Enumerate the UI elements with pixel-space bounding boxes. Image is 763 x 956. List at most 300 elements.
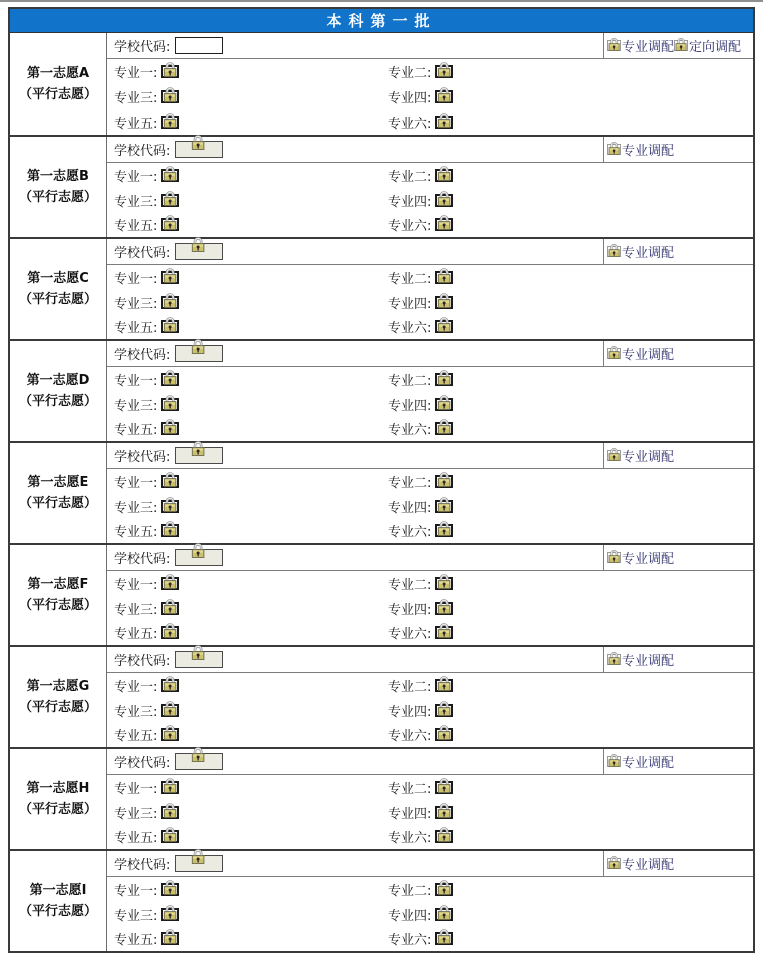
volunteer-section-B xyxy=(10,135,753,237)
major-row-3 xyxy=(107,110,753,135)
lock-icon xyxy=(190,236,206,252)
lock-icon xyxy=(190,746,206,762)
major-field-2 xyxy=(388,370,453,389)
major-field-3 xyxy=(114,293,388,312)
major-label: 专业五: xyxy=(114,525,158,541)
volunteer-section-H xyxy=(10,747,753,849)
major-field-5 xyxy=(114,929,388,948)
lock-icon xyxy=(162,520,178,536)
lock-icon xyxy=(436,316,452,332)
locked-major-input xyxy=(161,296,179,309)
major-field-1 xyxy=(114,880,388,899)
locked-major-input xyxy=(435,194,453,207)
major-allocate-option xyxy=(607,854,674,873)
school-code-input-wrap xyxy=(175,243,223,260)
school-code-row xyxy=(107,443,753,469)
allocation-label: 专业调配 xyxy=(622,756,675,771)
lock-icon xyxy=(162,928,178,944)
allocation-cell xyxy=(603,443,753,468)
section-content xyxy=(107,443,753,543)
major-row-1 xyxy=(107,163,753,188)
lock-icon xyxy=(436,879,452,895)
lock-icon xyxy=(162,879,178,895)
major-label: 专业四: xyxy=(388,296,432,312)
locked-major-input xyxy=(435,883,453,896)
major-row-1 xyxy=(107,367,753,392)
major-label: 专业五: xyxy=(114,321,158,337)
lock-icon xyxy=(162,675,178,691)
allocation-label: 专业调配 xyxy=(622,246,675,261)
school-code-cell xyxy=(107,137,603,162)
lock-icon xyxy=(436,904,452,920)
major-field-3 xyxy=(114,191,388,210)
locked-major-input xyxy=(161,577,179,590)
locked-major-input xyxy=(435,524,453,537)
major-label: 专业四: xyxy=(388,806,432,822)
lock-icon xyxy=(162,496,178,512)
allocation-cell xyxy=(603,545,753,570)
section-name: 第一志愿H xyxy=(26,781,90,796)
major-field-2 xyxy=(388,574,453,593)
lock-icon xyxy=(162,316,178,332)
volunteer-section-G xyxy=(10,645,753,747)
school-code-input-wrap xyxy=(175,447,223,464)
major-field-1 xyxy=(114,676,388,695)
major-field-6 xyxy=(388,419,453,438)
lock-icon xyxy=(162,777,178,793)
major-label: 专业三: xyxy=(114,296,158,312)
locked-major-input xyxy=(161,320,179,333)
major-field-6 xyxy=(388,521,453,540)
major-label: 专业四: xyxy=(388,908,432,924)
lock-icon xyxy=(436,496,452,512)
locked-major-input xyxy=(161,830,179,843)
volunteer-section-F xyxy=(10,543,753,645)
locked-major-input xyxy=(435,373,453,386)
locked-checkbox xyxy=(607,144,621,155)
lock-icon xyxy=(162,826,178,842)
major-field-1 xyxy=(114,268,388,287)
lock-icon xyxy=(436,520,452,536)
major-label: 专业三: xyxy=(114,704,158,720)
major-row-2 xyxy=(107,290,753,315)
lock-icon xyxy=(436,675,452,691)
major-field-5 xyxy=(114,113,388,132)
major-row-2 xyxy=(107,698,753,723)
major-field-3 xyxy=(114,395,388,414)
major-label: 专业二: xyxy=(388,883,432,899)
school-code-cell xyxy=(107,341,603,366)
school-code-cell xyxy=(107,647,603,672)
major-label: 专业六: xyxy=(388,116,432,132)
lock-icon xyxy=(436,573,452,589)
major-label: 专业一: xyxy=(114,475,158,491)
major-field-3 xyxy=(114,599,388,618)
major-label: 专业二: xyxy=(388,373,432,389)
locked-major-input xyxy=(161,116,179,129)
major-label: 专业五: xyxy=(114,831,158,847)
section-subtitle: （平行志愿） xyxy=(18,700,97,715)
major-field-6 xyxy=(388,215,453,234)
lock-icon xyxy=(436,165,452,181)
directed-allocate-option xyxy=(674,36,741,55)
lock-icon xyxy=(436,700,452,716)
major-label: 专业四: xyxy=(388,91,432,107)
major-field-6 xyxy=(388,623,453,642)
section-subtitle: （平行志愿） xyxy=(18,87,97,102)
major-field-5 xyxy=(114,215,388,234)
major-row-2 xyxy=(107,188,753,213)
locked-major-input xyxy=(435,320,453,333)
major-field-3 xyxy=(114,497,388,516)
major-field-4 xyxy=(388,293,453,312)
school-code-cell xyxy=(107,443,603,468)
lock-icon xyxy=(162,267,178,283)
major-field-4 xyxy=(388,395,453,414)
school-code-label: 学校代码: xyxy=(114,654,171,669)
major-field-4 xyxy=(388,191,453,210)
major-allocate-option xyxy=(607,752,674,771)
lock-icon xyxy=(162,724,178,740)
section-label-cell xyxy=(10,545,107,645)
major-label: 专业六: xyxy=(388,831,432,847)
school-code-row xyxy=(107,749,753,775)
school-code-input-wrap xyxy=(175,753,223,770)
school-code-label: 学校代码: xyxy=(114,552,171,567)
school-code-label: 学校代码: xyxy=(114,450,171,465)
major-field-1 xyxy=(114,574,388,593)
allocation-label: 专业调配 xyxy=(622,40,675,55)
major-allocate-option xyxy=(607,548,674,567)
major-label: 专业六: xyxy=(388,627,432,643)
locked-major-input xyxy=(435,116,453,129)
allocation-label: 专业调配 xyxy=(622,144,675,159)
lock-icon xyxy=(436,112,452,128)
lock-icon xyxy=(436,622,452,638)
locked-major-input xyxy=(161,704,179,717)
major-label: 专业六: xyxy=(388,219,432,235)
section-content xyxy=(107,749,753,849)
lock-icon xyxy=(162,61,178,77)
locked-major-input xyxy=(161,679,179,692)
locked-major-input xyxy=(161,908,179,921)
major-label: 专业六: xyxy=(388,729,432,745)
major-label: 专业二: xyxy=(388,781,432,797)
major-label: 专业二: xyxy=(388,169,432,185)
section-name: 第一志愿G xyxy=(26,679,90,694)
locked-major-input xyxy=(435,398,453,411)
section-subtitle: （平行志愿） xyxy=(18,394,97,409)
volunteer-section-A xyxy=(10,33,753,135)
lock-icon xyxy=(607,37,621,51)
major-label: 专业三: xyxy=(114,602,158,618)
section-label-cell xyxy=(10,341,107,441)
lock-icon xyxy=(436,802,452,818)
school-code-input-wrap xyxy=(175,37,223,54)
school-code-row xyxy=(107,137,753,163)
allocation-cell xyxy=(603,647,753,672)
section-subtitle: （平行志愿） xyxy=(18,190,97,205)
lock-icon xyxy=(607,141,621,155)
lock-icon xyxy=(607,549,621,563)
lock-icon xyxy=(674,37,688,51)
school-code-label: 学校代码: xyxy=(114,858,171,873)
major-label: 专业四: xyxy=(388,398,432,414)
section-label-cell xyxy=(10,851,107,951)
major-label: 专业三: xyxy=(114,806,158,822)
major-field-6 xyxy=(388,929,453,948)
locked-major-input xyxy=(435,781,453,794)
lock-icon xyxy=(190,440,206,456)
major-allocate-option xyxy=(607,650,674,669)
lock-icon xyxy=(162,622,178,638)
major-row-1 xyxy=(107,469,753,494)
locked-major-input xyxy=(435,65,453,78)
major-row-1 xyxy=(107,571,753,596)
major-label: 专业四: xyxy=(388,500,432,516)
major-row-3 xyxy=(107,722,753,747)
lock-icon xyxy=(162,190,178,206)
major-label: 专业一: xyxy=(114,271,158,287)
lock-icon xyxy=(162,904,178,920)
lock-icon xyxy=(436,267,452,283)
lock-icon xyxy=(190,644,206,660)
lock-icon xyxy=(436,61,452,77)
locked-major-input xyxy=(161,500,179,513)
lock-icon xyxy=(162,700,178,716)
major-label: 专业六: xyxy=(388,423,432,439)
locked-major-input xyxy=(161,169,179,182)
major-label: 专业一: xyxy=(114,781,158,797)
major-field-4 xyxy=(388,599,453,618)
lock-icon xyxy=(162,418,178,434)
major-field-1 xyxy=(114,472,388,491)
major-row-3 xyxy=(107,212,753,237)
school-code-input-wrap xyxy=(175,141,223,158)
lock-icon xyxy=(607,855,621,869)
locked-major-input xyxy=(161,806,179,819)
major-label: 专业三: xyxy=(114,500,158,516)
lock-icon xyxy=(607,651,621,665)
locked-major-input xyxy=(161,194,179,207)
section-name: 第一志愿I xyxy=(29,883,87,898)
major-allocate-option xyxy=(607,344,674,363)
locked-major-input xyxy=(435,90,453,103)
school-code-input-wrap xyxy=(175,345,223,362)
locked-major-input xyxy=(435,830,453,843)
lock-icon xyxy=(607,345,621,359)
major-label: 专业三: xyxy=(114,194,158,210)
major-label: 专业一: xyxy=(114,679,158,695)
locked-checkbox xyxy=(607,858,621,869)
major-row-1 xyxy=(107,775,753,800)
allocation-cell xyxy=(603,239,753,264)
lock-icon xyxy=(436,369,452,385)
major-label: 专业五: xyxy=(114,116,158,132)
major-label: 专业二: xyxy=(388,679,432,695)
school-code-input-wrap xyxy=(175,855,223,872)
school-code-label: 学校代码: xyxy=(114,144,171,159)
major-field-2 xyxy=(388,880,453,899)
locked-major-input xyxy=(435,932,453,945)
lock-icon xyxy=(162,394,178,410)
volunteer-section-C xyxy=(10,237,753,339)
lock-icon xyxy=(162,292,178,308)
major-label: 专业二: xyxy=(388,577,432,593)
major-field-3 xyxy=(114,905,388,924)
locked-major-input xyxy=(435,806,453,819)
section-subtitle: （平行志愿） xyxy=(18,802,97,817)
major-field-5 xyxy=(114,317,388,336)
major-row-1 xyxy=(107,59,753,84)
locked-major-input xyxy=(161,218,179,231)
school-code-row xyxy=(107,545,753,571)
allocation-cell xyxy=(603,33,753,58)
major-row-2 xyxy=(107,902,753,927)
lock-icon xyxy=(190,338,206,354)
school-code-input-wrap xyxy=(175,651,223,668)
major-field-1 xyxy=(114,166,388,185)
batch-form-table xyxy=(8,7,755,953)
school-code-input-wrap xyxy=(175,549,223,566)
locked-major-input xyxy=(435,679,453,692)
school-code-cell xyxy=(107,239,603,264)
locked-major-input xyxy=(435,908,453,921)
school-code-row xyxy=(107,851,753,877)
locked-major-input xyxy=(435,422,453,435)
section-label-cell xyxy=(10,647,107,747)
major-label: 专业二: xyxy=(388,271,432,287)
major-field-1 xyxy=(114,778,388,797)
section-label-cell xyxy=(10,33,107,135)
lock-icon xyxy=(162,598,178,614)
allocation-label: 专业调配 xyxy=(622,858,675,873)
major-field-2 xyxy=(388,676,453,695)
lock-icon xyxy=(607,447,621,461)
major-row-2 xyxy=(107,800,753,825)
volunteer-section-I xyxy=(10,849,753,951)
locked-checkbox xyxy=(607,348,621,359)
major-allocate-option xyxy=(607,36,674,55)
section-name: 第一志愿D xyxy=(26,373,90,388)
lock-icon xyxy=(436,777,452,793)
major-row-3 xyxy=(107,824,753,849)
section-content xyxy=(107,851,753,951)
locked-major-input xyxy=(161,524,179,537)
school-code-input[interactable] xyxy=(175,37,223,54)
major-field-2 xyxy=(388,268,453,287)
school-code-label: 学校代码: xyxy=(114,756,171,771)
allocation-cell xyxy=(603,341,753,366)
lock-icon xyxy=(436,471,452,487)
major-field-3 xyxy=(114,701,388,720)
locked-checkbox xyxy=(607,40,621,51)
lock-icon xyxy=(436,418,452,434)
section-subtitle: （平行志愿） xyxy=(18,904,97,919)
school-code-row xyxy=(107,33,753,59)
major-row-2 xyxy=(107,494,753,519)
lock-icon xyxy=(607,243,621,257)
major-label: 专业二: xyxy=(388,66,432,82)
major-label: 专业五: xyxy=(114,219,158,235)
lock-icon xyxy=(162,802,178,818)
locked-major-input xyxy=(161,65,179,78)
locked-major-input xyxy=(161,932,179,945)
section-name: 第一志愿A xyxy=(26,66,90,81)
batch-title: 本科第一批 xyxy=(326,12,437,30)
locked-major-input xyxy=(435,475,453,488)
lock-icon xyxy=(436,86,452,102)
major-row-3 xyxy=(107,314,753,339)
lock-icon xyxy=(607,753,621,767)
school-code-row xyxy=(107,341,753,367)
major-label: 专业四: xyxy=(388,602,432,618)
section-label-cell xyxy=(10,137,107,237)
lock-icon xyxy=(436,214,452,230)
school-code-cell xyxy=(107,749,603,774)
major-label: 专业五: xyxy=(114,933,158,949)
locked-major-input xyxy=(161,626,179,639)
locked-major-input xyxy=(161,271,179,284)
locked-major-input xyxy=(161,883,179,896)
section-content xyxy=(107,239,753,339)
section-subtitle: （平行志愿） xyxy=(18,496,97,511)
section-name: 第一志愿E xyxy=(27,475,89,490)
locked-major-input xyxy=(161,398,179,411)
major-label: 专业五: xyxy=(114,423,158,439)
school-code-label: 学校代码: xyxy=(114,40,171,55)
school-code-cell xyxy=(107,33,603,58)
major-field-2 xyxy=(388,62,453,81)
sections-container xyxy=(10,33,753,951)
major-label: 专业四: xyxy=(388,194,432,210)
major-label: 专业六: xyxy=(388,525,432,541)
major-label: 专业一: xyxy=(114,577,158,593)
lock-icon xyxy=(162,573,178,589)
major-label: 专业四: xyxy=(388,704,432,720)
major-field-6 xyxy=(388,827,453,846)
major-field-4 xyxy=(388,905,453,924)
allocation-cell xyxy=(603,137,753,162)
locked-major-input xyxy=(161,475,179,488)
major-field-2 xyxy=(388,778,453,797)
locked-major-input xyxy=(435,271,453,284)
school-code-label: 学校代码: xyxy=(114,348,171,363)
locked-major-input xyxy=(161,373,179,386)
section-subtitle: （平行志愿） xyxy=(18,292,97,307)
major-field-5 xyxy=(114,623,388,642)
major-field-3 xyxy=(114,803,388,822)
school-code-row xyxy=(107,239,753,265)
volunteer-section-D xyxy=(10,339,753,441)
section-content xyxy=(107,33,753,135)
major-allocate-option xyxy=(607,446,674,465)
allocation-cell xyxy=(603,851,753,876)
major-label: 专业六: xyxy=(388,933,432,949)
locked-major-input xyxy=(435,602,453,615)
lock-icon xyxy=(436,598,452,614)
lock-icon xyxy=(190,848,206,864)
major-field-3 xyxy=(114,87,388,106)
major-field-2 xyxy=(388,166,453,185)
locked-major-input xyxy=(435,218,453,231)
section-label-cell xyxy=(10,239,107,339)
section-content xyxy=(107,341,753,441)
section-name: 第一志愿F xyxy=(27,577,89,592)
major-label: 专业一: xyxy=(114,169,158,185)
locked-major-input xyxy=(161,422,179,435)
locked-checkbox xyxy=(607,654,621,665)
